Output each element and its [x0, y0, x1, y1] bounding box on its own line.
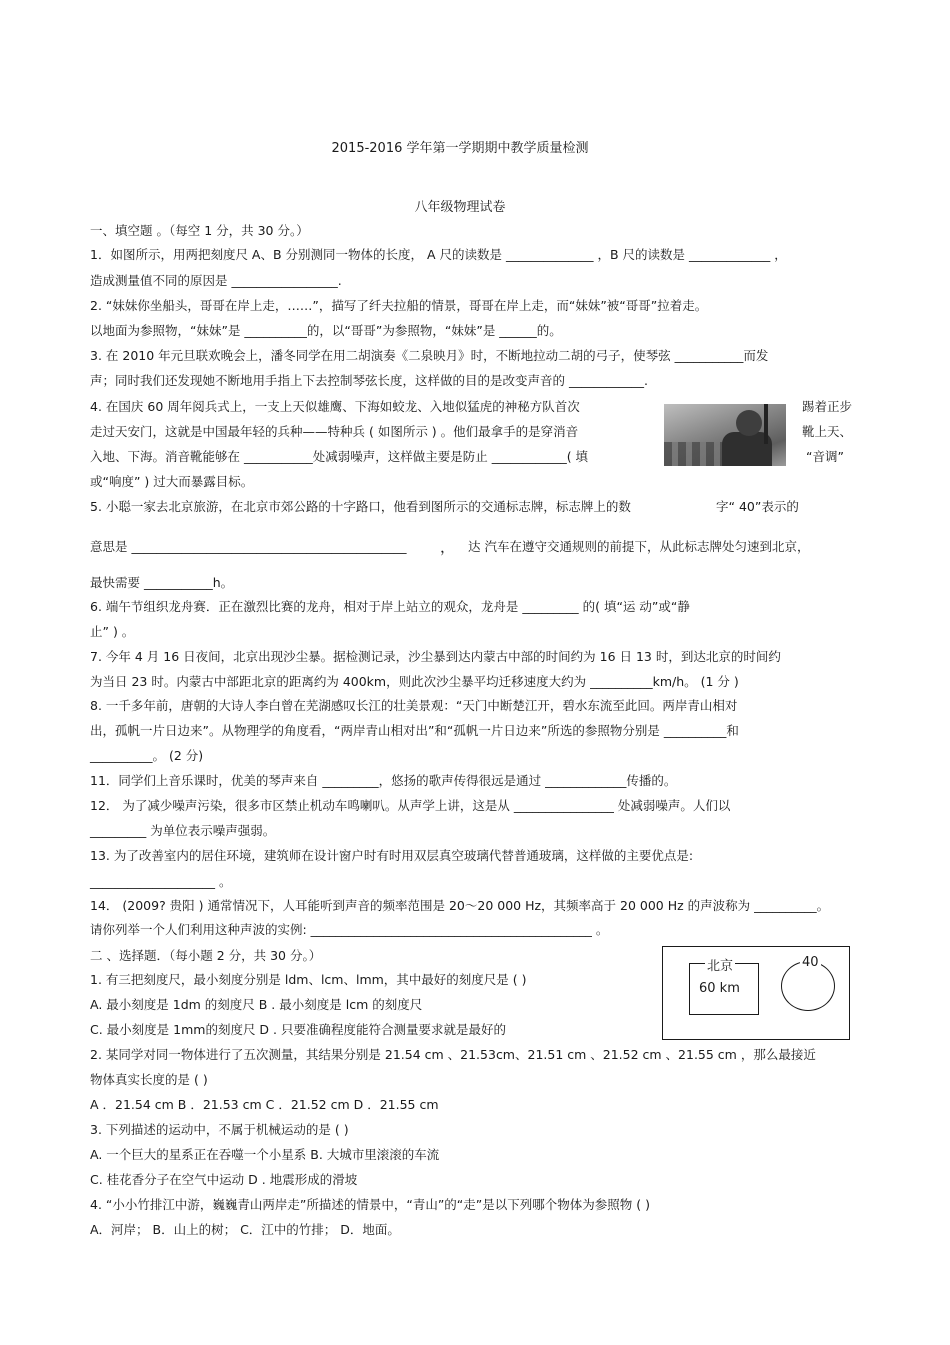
question-line: 出，孤帆一片日边来”。从物理学的角度看，“两岸青山相对出”和“孤帆一片日边来”所选的参照物分别是 __________和: [90, 723, 739, 738]
section-two-heading: 二 、选择题．（每小题 2 分，共 30 分。）: [90, 948, 322, 963]
question-line: 以地面为参照物，“妹妹”是 __________的，以“哥哥”为参照物，“妹妹”是 ______的。: [90, 323, 562, 338]
question-line: 12． 为了减少噪声污染，很多市区禁止机动车鸣喇叭。从声学上讲，这是从 ________________ 处减弱噪声。人们以: [90, 798, 731, 813]
question-line: 声；同时我们还发现她不断地用手指上下去控制琴弦长度，这样做的目的是改变声音的 ____________.: [90, 373, 648, 388]
question-line: 2. “妹妹你坐船头，哥哥在岸上走，……”，描写了纤夫拉船的情景，哥哥在岸上走，而“妹妹”被“哥哥”拉着走。: [90, 298, 708, 313]
question-line: 11．同学们上音乐课时，优美的琴声来自 _________，悠扬的歌声传得很远是通过 _____________传播的。: [90, 773, 677, 788]
special-forces-soldier-photo: [664, 404, 786, 466]
sign-city: 北京: [705, 955, 735, 974]
question-line: A. 一个巨大的星系正在吞噬一个小星系 B. 大城市里滚滚的车流: [90, 1147, 440, 1162]
question-line: C. 最小刻度是 1mm的刻度尺 D . 只要准确程度能符合测量要求就是最好的: [90, 1022, 506, 1037]
question-line: A ．21.54 cm B ．21.53 cm C ．21.52 cm D ．21.55 cm: [90, 1097, 439, 1112]
question-line: 6. 端午节组织龙舟赛．正在激烈比赛的龙舟，相对于岸上站立的观众，龙舟是 _________ 的( 填“运 动”或“静: [90, 599, 690, 614]
section-one-heading: 一、填空题 。（每空 1 分，共 30 分。）: [90, 223, 309, 238]
question-line: 踢着正步: [802, 399, 853, 414]
question-line: ____________________ 。: [90, 874, 232, 889]
question-line: 字“ 40”表示的: [716, 499, 799, 514]
question-line: A. 最小刻度是 1dm 的刻度尺 B . 最小刻度是 lcm 的刻度尺: [90, 997, 423, 1012]
sign-speed-limit: 40: [802, 955, 819, 970]
question-line: ，: [440, 538, 456, 556]
question-line: 走过天安门，这就是中国最年轻的兵种——特种兵 ( 如图所示 ) 。他们最拿手的是穿消音: [90, 424, 579, 439]
question-line: _________ 为单位表示噪声强弱。: [90, 823, 276, 838]
question-line: 或“响度” ) 过大而暴露目标。: [90, 474, 254, 489]
question-line: 13. 为了改善室内的居住环境，建筑师在设计窗户时有时用双层真空玻璃代替普通玻璃，这样做的主要优点是:: [90, 848, 694, 863]
question-line: 为当日 23 时。内蒙古中部距北京的距离约为 400km，则此次沙尘暴平均迁移速度大约为 __________km/h。 (1 分 ): [90, 674, 739, 689]
question-line: 1．如图所示，用两把刻度尺 A、B 分别测同一物体的长度， A 尺的读数是 ______________ ，B 尺的读数是 _____________ ，: [90, 247, 787, 262]
question-line: 4. 在国庆 60 周年阅兵式上，一支上天似雄鹰、下海如蛟龙、入地似猛虎的神秘方队首次: [90, 399, 580, 414]
question-line: 4. “小小竹排江中游，巍巍青山两岸走”所描述的情景中，“青山”的“走”是以下列哪个物体为参照物 ( ): [90, 1197, 650, 1212]
question-line: 请你列举一个人们利用这种声波的实例: _____________________________________________ 。: [90, 922, 609, 937]
question-line: 止” ) 。: [90, 624, 135, 639]
question-line: 入地、下海。消音靴能够在 ___________处减弱噪声，这样做主要是防止 ____________( 填: [90, 449, 589, 464]
question-line: “音调”: [806, 449, 844, 464]
question-line: C. 桂花香分子在空气中运动 D . 地震形成的滑坡: [90, 1172, 358, 1187]
question-line: 最快需要 ___________h。: [90, 575, 234, 590]
question-line: 8. 一千多年前，唐朝的大诗人李白曾在芜湖感叹长江的壮美景观：“天门中断楚江开，碧水东流至此回。两岸青山相对: [90, 698, 738, 713]
question-line: 造成测量值不同的原因是 _________________.: [90, 273, 342, 288]
question-line: 5. 小聪一家去北京旅游，在北京市郊公路的十字路口，他看到图所示的交通标志牌，标志牌上的数: [90, 499, 631, 514]
question-line: 14． (2009? 贵阳 ) 通常情况下，人耳能听到声音的频率范围是 20～20 000 Hz，其频率高于 20 000 Hz 的声波称为 __________。: [90, 898, 830, 913]
question-line: __________。 (2 分): [90, 748, 204, 763]
question-line: 2. 某同学对同一物体进行了五次测量，其结果分别是 21.54 cm 、21.53cm、21.51 cm 、21.52 cm 、21.55 cm ，那么最接近: [90, 1047, 816, 1062]
exam-subtitle: 八年级物理试卷: [414, 200, 506, 215]
question-line: 1. 有三把刻度尺，最小刻度分别是 ldm、lcm、lmm，其中最好的刻度尺是 ( ): [90, 972, 527, 987]
question-line: 3. 在 2010 年元旦联欢晚会上，潘冬同学在用二胡演奏《二泉映月》时，不断地拉动二胡的弓子，使琴弦 ___________而发: [90, 348, 769, 363]
question-line: A．河岸； B．山上的树； C．江中的竹排； D．地面。: [90, 1222, 400, 1237]
question-line: 靴上天、: [802, 424, 853, 439]
question-line: 3. 下列描述的运动中，不属于机械运动的是 ( ): [90, 1122, 349, 1137]
question-line: 物体真实长度的是 ( ): [90, 1072, 208, 1087]
question-line: 达 汽车在遵守交通规则的前提下，从此标志牌处匀速到北京，: [468, 539, 810, 554]
traffic-sign-figure: [662, 946, 850, 1040]
exam-title: 2015-2016 学年第一学期期中教学质量检测: [331, 141, 589, 156]
question-line: 意思是 ____________________________________________: [90, 539, 407, 554]
sign-distance: 60 km: [699, 981, 740, 996]
question-line: 7. 今年 4 月 16 日夜间，北京出现沙尘暴。据检测记录，沙尘暴到达内蒙古中部的时间约为 16 日 13 时，到达北京的时间约: [90, 649, 781, 664]
